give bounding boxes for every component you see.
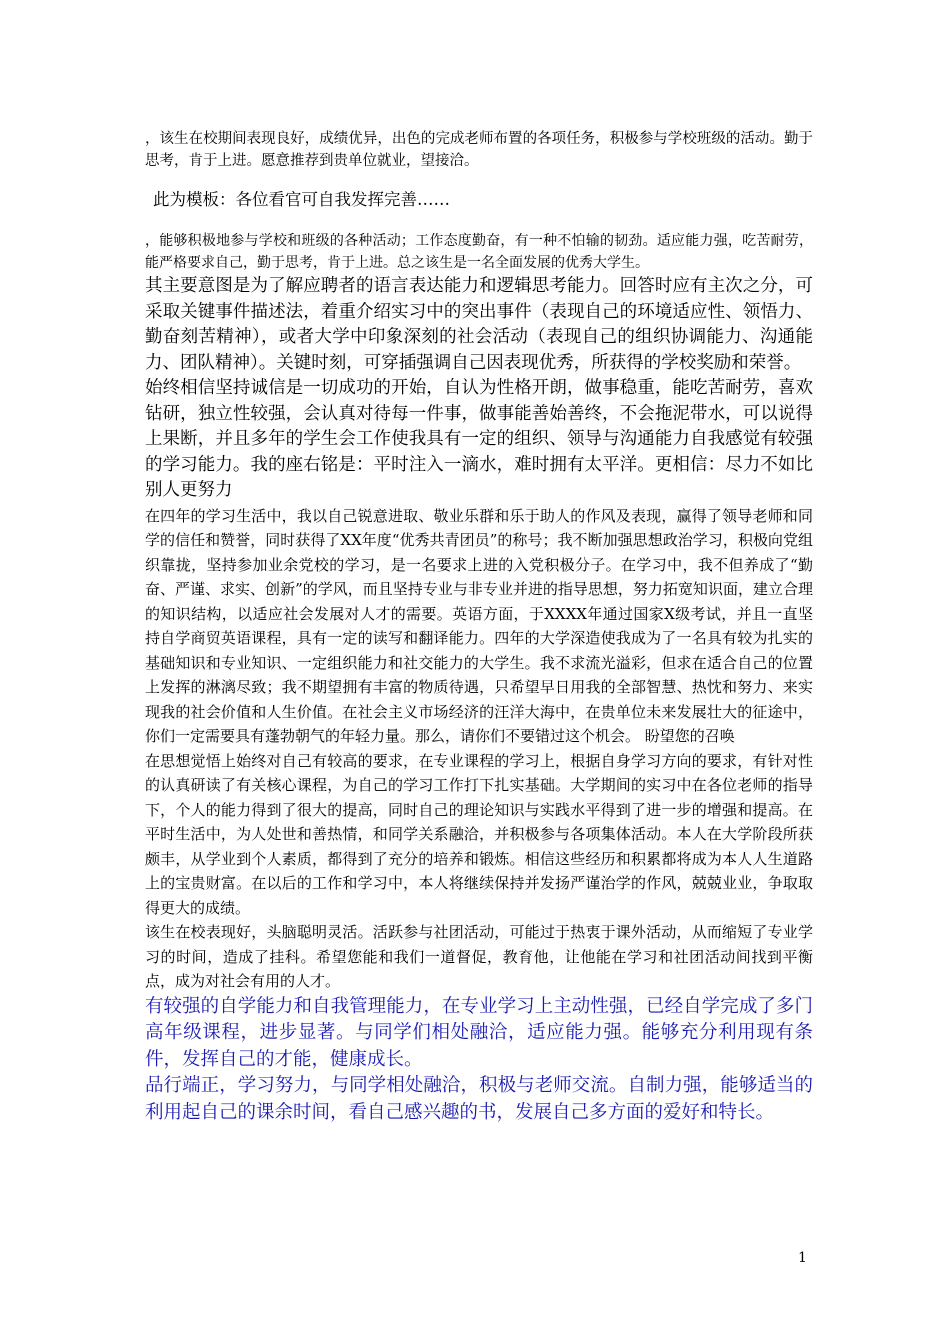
document-body [145,128,813,1126]
paragraph-interview-advice: 其主要意图是为了解应聘者的语言表达能力和逻辑思考能力。回答时应有主次之分，可采取关键事件描述法，着重介绍实习中的突出事件（表现自己的环境适应性、领悟力、勤奋刻苦精神），或者大学中印象深刻的社会活动（表现自己的组织协调能力、沟通能力、团队精神）。关键时刻，可穿插强调自己因表现优秀，所获得的学校奖励和荣誉。 [145,276,813,373]
paragraph-blue-self-learning: 有较强的自学能力和自我管理能力，在专业学习上主动性强，已经自学完成了多门高年级课程，进步显著。与同学们相处融洽，适应能力强。能够充分利用现有条件，发挥自己的才能，健康成长。 [145,995,813,1070]
paragraph-recommendation-1: ，该生在校期间表现良好，成绩优异，出色的完成老师布置的各项任务，积极参与学校班级的活动。勤于思考，肯于上进。愿意推荐到贵单位就业，望接洽。 [145,131,813,169]
paragraph-teacher-comment: 该生在校表现好，头脑聪明灵活。活跃参与社团活动，可能过于热衷于课外活动，从而缩短了专业学习的时间，造成了挂科。希望您能和我们一道督促，教育他，让他能在学习和社团活动间找到平衡点，成为对社会有用的人才。 [145,923,813,990]
template-note: 此为模板：各位看官可自我发挥完善…… [153,190,450,209]
paragraph-four-years: 在四年的学习生活中，我以自己锐意进取、敬业乐群和乐于助人的作风及表现，赢得了领导老师和同学的信任和赞誉，同时获得了XX年度“优秀共青团员”的称号；我不断加强思想政治学习，积极向党组织靠拢，坚持参加业余党校的学习，是一名要求上进的入党积极分子。在学习中，我不但养成了“勤奋、严谨、求实、创新”的学风，而且坚持专业与非专业并进的指导思想，努力拓宽知识面，建立合理的知识结构，以适应社会发展对人才的需要。英语方面，于XXXX年通过国家X级考试，并且一直坚持自学商贸英语课程，具有一定的读写和翻译能力。四年的大学深造使我成为了一名具有较为扎实的基础知识和专业知识、一定组织能力和社交能力的大学生。我不求流光溢彩，但求在适合自己的位置上发挥的淋漓尽致；我不期望拥有丰富的物质待遇，只希望早日用我的全部智慧、热忱和努力、来实现我的社会价值和人生价值。在社会主义市场经济的汪洋大海中，在贵单位未来发展壮大的征途中，你们一定需要具有蓬勃朝气的年轻力量。那么，请你们不要错过这个机会。 盼望您的召唤 [145,506,813,745]
page-number: 1 [798,1250,807,1266]
paragraph-self-evaluation: 始终相信坚持诚信是一切成功的开始，自认为性格开朗，做事稳重，能吃苦耐劳，喜欢钻研，独立性较强，会认真对待每一件事，做事能善始善终，不会拖泥带水，可以说得上果断，并且多年的学生会工作使我具有一定的组织、领导与沟通能力自我感觉有较强的学习能力。我的座右铭是：平时注入一滴水，难时拥有太平洋。更相信：尽力不如比别人更努力 [145,378,813,500]
paragraph-recommendation-2: ，能够积极地参与学校和班级的各种活动；工作态度勤奋，有一种不怕输的韧劲。适应能力强，吃苦耐劳，能严格要求自己，勤于思考，肯于上进。总之该生是一名全面发展的优秀大学生。 [145,233,813,271]
paragraph-blue-character: 品行端正，学习努力，与同学相处融洽，积极与老师交流。自制力强，能够适当的利用起自己的课余时间，看自己感兴趣的书，发展自己多方面的爱好和特长。 [145,1075,813,1123]
paragraph-ideology-study: 在思想觉悟上始终对自己有较高的要求，在专业课程的学习上，根据自身学习方向的要求，有针对性的认真研读了有关核心课程，为自己的学习工作打下扎实基础。大学期间的实习中在各位老师的指导下，个人的能力得到了很大的提高，同时自己的理论知识与实践水平得到了进一步的增强和提高。在平时生活中，为人处世和善热情，和同学关系融洽，并积极参与各项集体活动。本人在大学阶段所获颇丰，从学业到个人素质，都得到了充分的培养和锻炼。相信这些经历和积累都将成为本人人生道路上的宝贵财富。在以后的工作和学习中，本人将继续保持并发扬严谨治学的作风，兢兢业业，争取取得更大的成绩。 [145,751,813,917]
